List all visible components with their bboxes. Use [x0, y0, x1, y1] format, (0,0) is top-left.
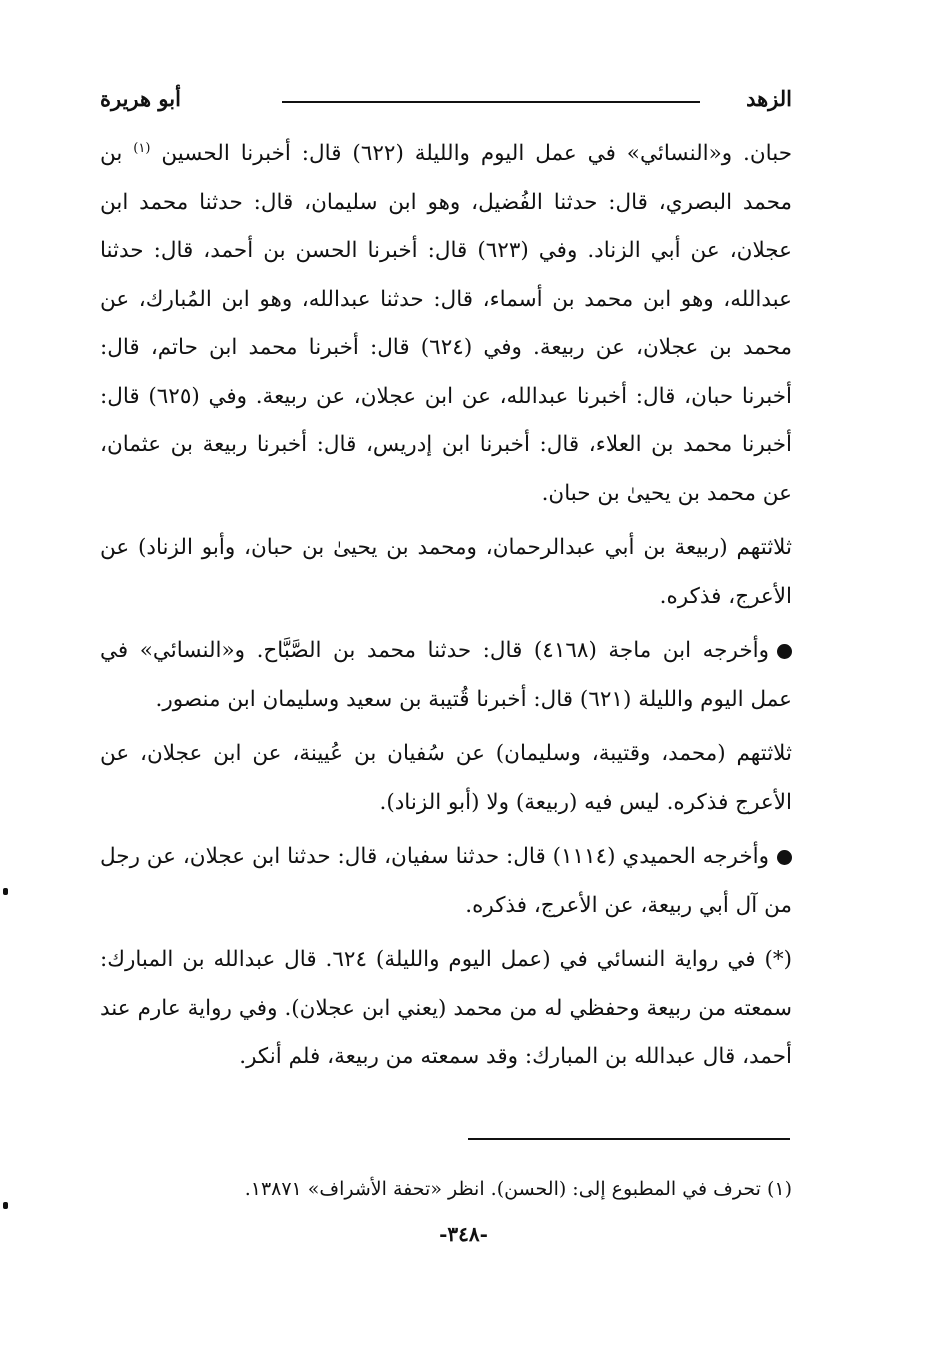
header-chapter-title: الزهد — [746, 86, 792, 111]
paragraph-5 — [100, 833, 792, 930]
footnote-separator — [468, 1138, 790, 1140]
header-section-title: أبو هريرة — [100, 86, 181, 111]
paragraph-5-text: وأخرجه الحميدي (١١١٤) قال: حدثنا سفيان، قال: حدثنا ابن عجلان، عن رجل من آل أبي ربيعة، عن الأعرج، فذكره. — [100, 844, 792, 918]
paragraph-1-continued: محمد البصري، قال: حدثنا الفُضيل، وهو ابن سليمان، قال: حدثنا محمد ابن عجلان، عن أبي الزناد. وفي (٦٢٣) قال: أخبرنا الحسن بن أحمد، قال: حدثنا عبدالله، وهو ابن محمد بن أسماء، قال: حدثنا عبدالله، وهو ابن المُبارك، عن محمد بن عجلان، عن ربيعة. وفي (٦٢٤) قال: أخبرنا محمد ابن حاتم، قال: أخبرنا حبان، قال: أخبرنا عبدالله، عن ابن عجلان، عن ربيعة. وفي (٦٢٥) قال: أخبرنا محمد بن العلاء، قال: أخبرنا ابن إدريس، قال: أخبرنا ربيعة بن عثمان، عن محمد بن يحيىٰ بن حبان. — [100, 189, 793, 506]
bullet-icon — [777, 850, 792, 865]
paragraph-6 — [100, 936, 792, 1082]
paragraph-2-text: ثلاثتهم (ربيعة بن أبي عبدالرحمان، ومحمد بن يحيىٰ بن حبان، وأبو الزناد) عن الأعرج، فذكره. — [100, 535, 792, 609]
paragraph-1-tail: بن — [100, 141, 123, 166]
main-text — [100, 130, 792, 1082]
paragraph-4-text: ثلاثتهم (محمد، وقتيبة، وسليمان) عن سُفيان بن عُيينة، عن ابن عجلان، عن الأعرج فذكره. ليس فيه (ربيعة) ولا (أبو الزناد). — [100, 741, 792, 815]
paragraph-3 — [100, 627, 792, 724]
header-rule — [282, 101, 700, 103]
paragraph-3-text: وأخرجه ابن ماجة (٤١٦٨) قال: حدثنا محمد بن الصَّبَّاح. و«النسائي» في عمل اليوم والليلة (٦٢١) قال: أخبرنا قُتيبة بن سعيد وسليمان ابن منصور. — [100, 638, 792, 712]
paragraph-2 — [100, 524, 792, 621]
bullet-icon — [777, 644, 792, 659]
page-number: -٣٤٨- — [439, 1222, 488, 1246]
scan-mark — [3, 888, 8, 895]
paragraph-1-text: حبان. و«النسائي» في عمل اليوم والليلة (٦٢٢) قال: أخبرنا الحسين — [161, 141, 793, 166]
paragraph-6-text: (*) في رواية النسائي في (عمل اليوم والليلة) ٦٢٤. قال عبدالله بن المبارك: سمعته من ربيعة وحفظي له من محمد (يعني ابن عجلان). وفي رواية عارم عند أحمد، قال عبدالله بن المبارك: وقد سمعته من ربيعة، فلم أنكر. — [100, 947, 793, 1069]
scan-mark — [3, 1202, 8, 1209]
footnote-reference: (١) — [133, 140, 151, 156]
paragraph-4 — [100, 730, 792, 827]
paragraph-1 — [100, 130, 792, 518]
footnote: (١) تحرف في المطبوع إلى: (الحسن). انظر «تحفة الأشراف» ١٣٨٧١. — [244, 1178, 792, 1200]
running-header — [100, 86, 792, 116]
